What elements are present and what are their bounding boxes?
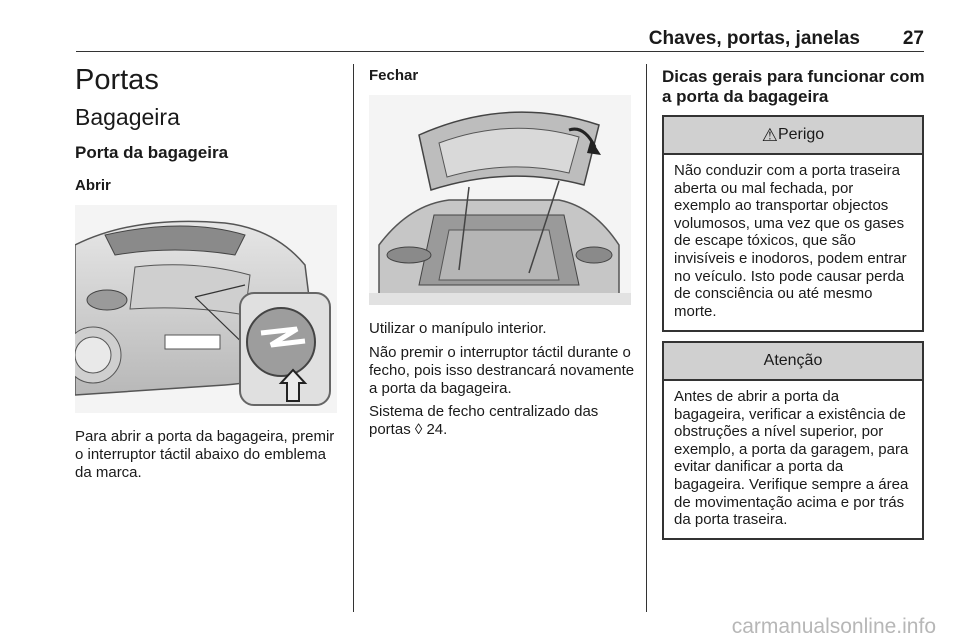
subsection-heading: Porta da bagageira (75, 143, 229, 162)
column-divider-1 (353, 64, 354, 612)
warning-triangle-icon: ⚠ (761, 124, 778, 145)
watermark-text: carmanualsonline.info (731, 615, 936, 638)
section-heading: Bagageira (75, 104, 180, 130)
watermark (0, 615, 960, 642)
caution-box (662, 341, 924, 540)
column-divider-2 (646, 64, 647, 612)
danger-header (664, 117, 922, 155)
page-reference-icon: ◊ (414, 421, 423, 438)
car-rear-illustration (75, 205, 337, 413)
caution-title: Atenção (763, 352, 823, 369)
central-locking-text: Sistema de fecho centralizado das portas (369, 403, 599, 438)
chapter-heading: Portas (75, 64, 159, 96)
central-locking-note (369, 403, 639, 439)
danger-box (662, 115, 924, 332)
figure-close-tailgate (369, 95, 631, 305)
close-instruction-1: Utilizar o manípulo interior. (369, 320, 547, 337)
open-tailgate-illustration (369, 95, 631, 305)
page-number: 27 (902, 28, 924, 49)
caution-header (664, 343, 922, 381)
danger-text: Não conduzir com a porta traseira aberta ou mal fechada, por exemplo ao transportar objectos volumosos, uma vez que os gases de escape tóxicos, que são invisíveis e inodoros, podem entrar no veículo. Isto pode causar perda de consciência ou até mesmo morte. (674, 162, 907, 320)
close-heading: Fechar (369, 67, 419, 84)
page-reference[interactable]: 24. (422, 421, 448, 438)
section-title: Chaves, portas, janelas (648, 28, 860, 49)
header-rule (76, 51, 924, 52)
caution-text: Antes de abrir a porta da bagageira, verificar a existência de obstruções a nível superior, por exemplo, a porta da garagem, para evitar danificar a porta da bagageira. Verifique sempre a área de movimentação acima e por trás da porta traseira. (674, 388, 909, 529)
danger-title: Perigo (777, 126, 825, 143)
open-instructions: Para abrir a porta da bagageira, premir o interruptor táctil abaixo do emblema da marca. (75, 428, 335, 481)
open-heading: Abrir (75, 177, 111, 194)
tips-heading: Dicas gerais para funcionar com a porta da bagageira (662, 67, 925, 106)
figure-open-tailgate (75, 205, 337, 413)
close-instruction-2: Não premir o interruptor táctil durante o fecho, pois isso destrancará novamente a porta da bagageira. (369, 344, 635, 397)
